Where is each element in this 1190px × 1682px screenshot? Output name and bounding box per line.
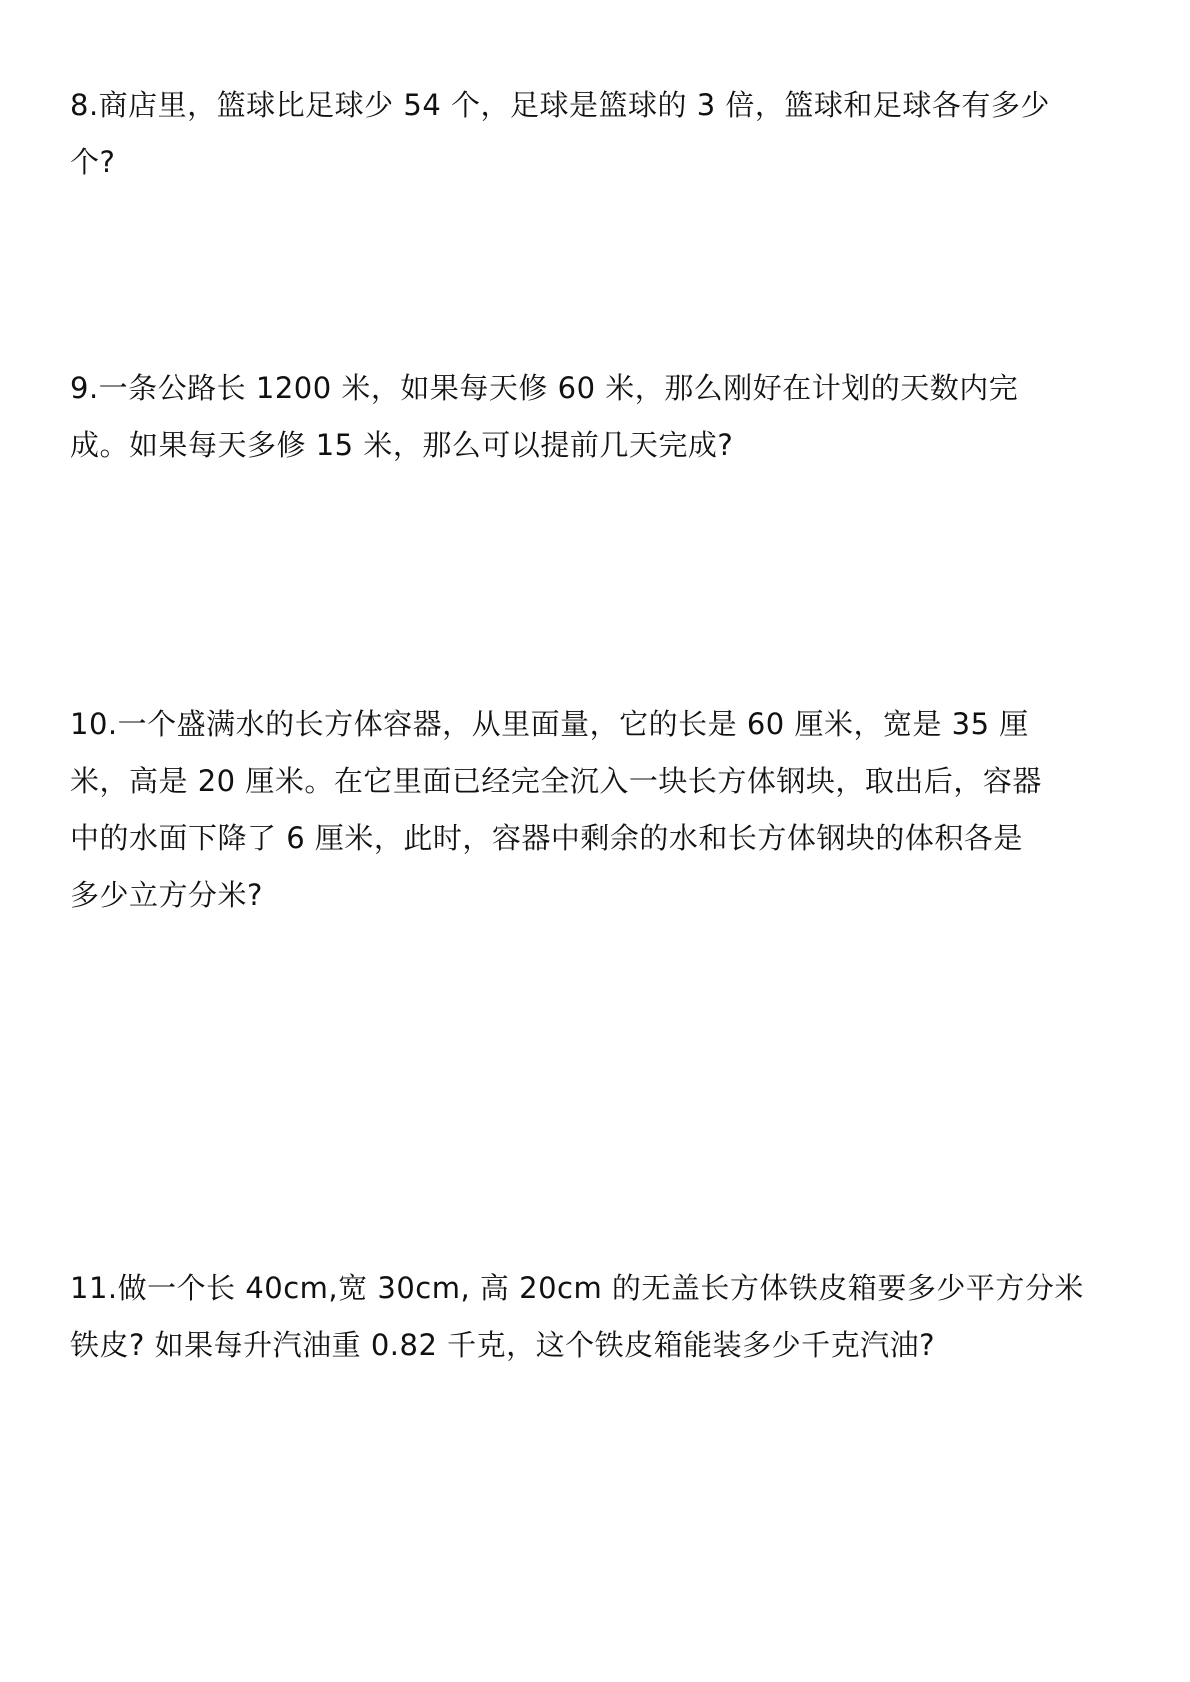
question-11 [70,1260,1130,1374]
question-9 [70,360,1130,474]
question-8 [70,77,1130,191]
question-11-line-1: 11.做一个长 40cm,宽 30cm, 高 20cm 的无盖长方体铁皮箱要多少平方分米 [70,1271,1084,1305]
question-10-line-3: 中的水面下降了 6 厘米，此时，容器中剩余的水和长方体钢块的体积各是 [70,821,1023,855]
question-10-line-2: 米，高是 20 厘米。在它里面已经完全沉入一块长方体钢块，取出后，容器 [70,764,1042,798]
question-9-line-2: 成。如果每天多修 15 米，那么可以提前几天完成? [70,428,734,462]
question-10 [70,696,1130,924]
question-8-line-2: 个? [70,145,116,179]
question-10-line-4: 多少立方分米? [70,878,263,912]
question-10-line-1: 10.一个盛满水的长方体容器，从里面量，它的长是 60 厘米，宽是 35 厘 [70,707,1029,741]
question-8-line-1: 8.商店里，篮球比足球少 54 个，足球是篮球的 3 倍，篮球和足球各有多少 [70,88,1050,122]
question-11-line-2: 铁皮? 如果每升汽油重 0.82 千克，这个铁皮箱能装多少千克汽油? [70,1328,936,1362]
question-9-line-1: 9.一条公路长 1200 米，如果每天修 60 米，那么刚好在计划的天数内完 [70,371,1019,405]
